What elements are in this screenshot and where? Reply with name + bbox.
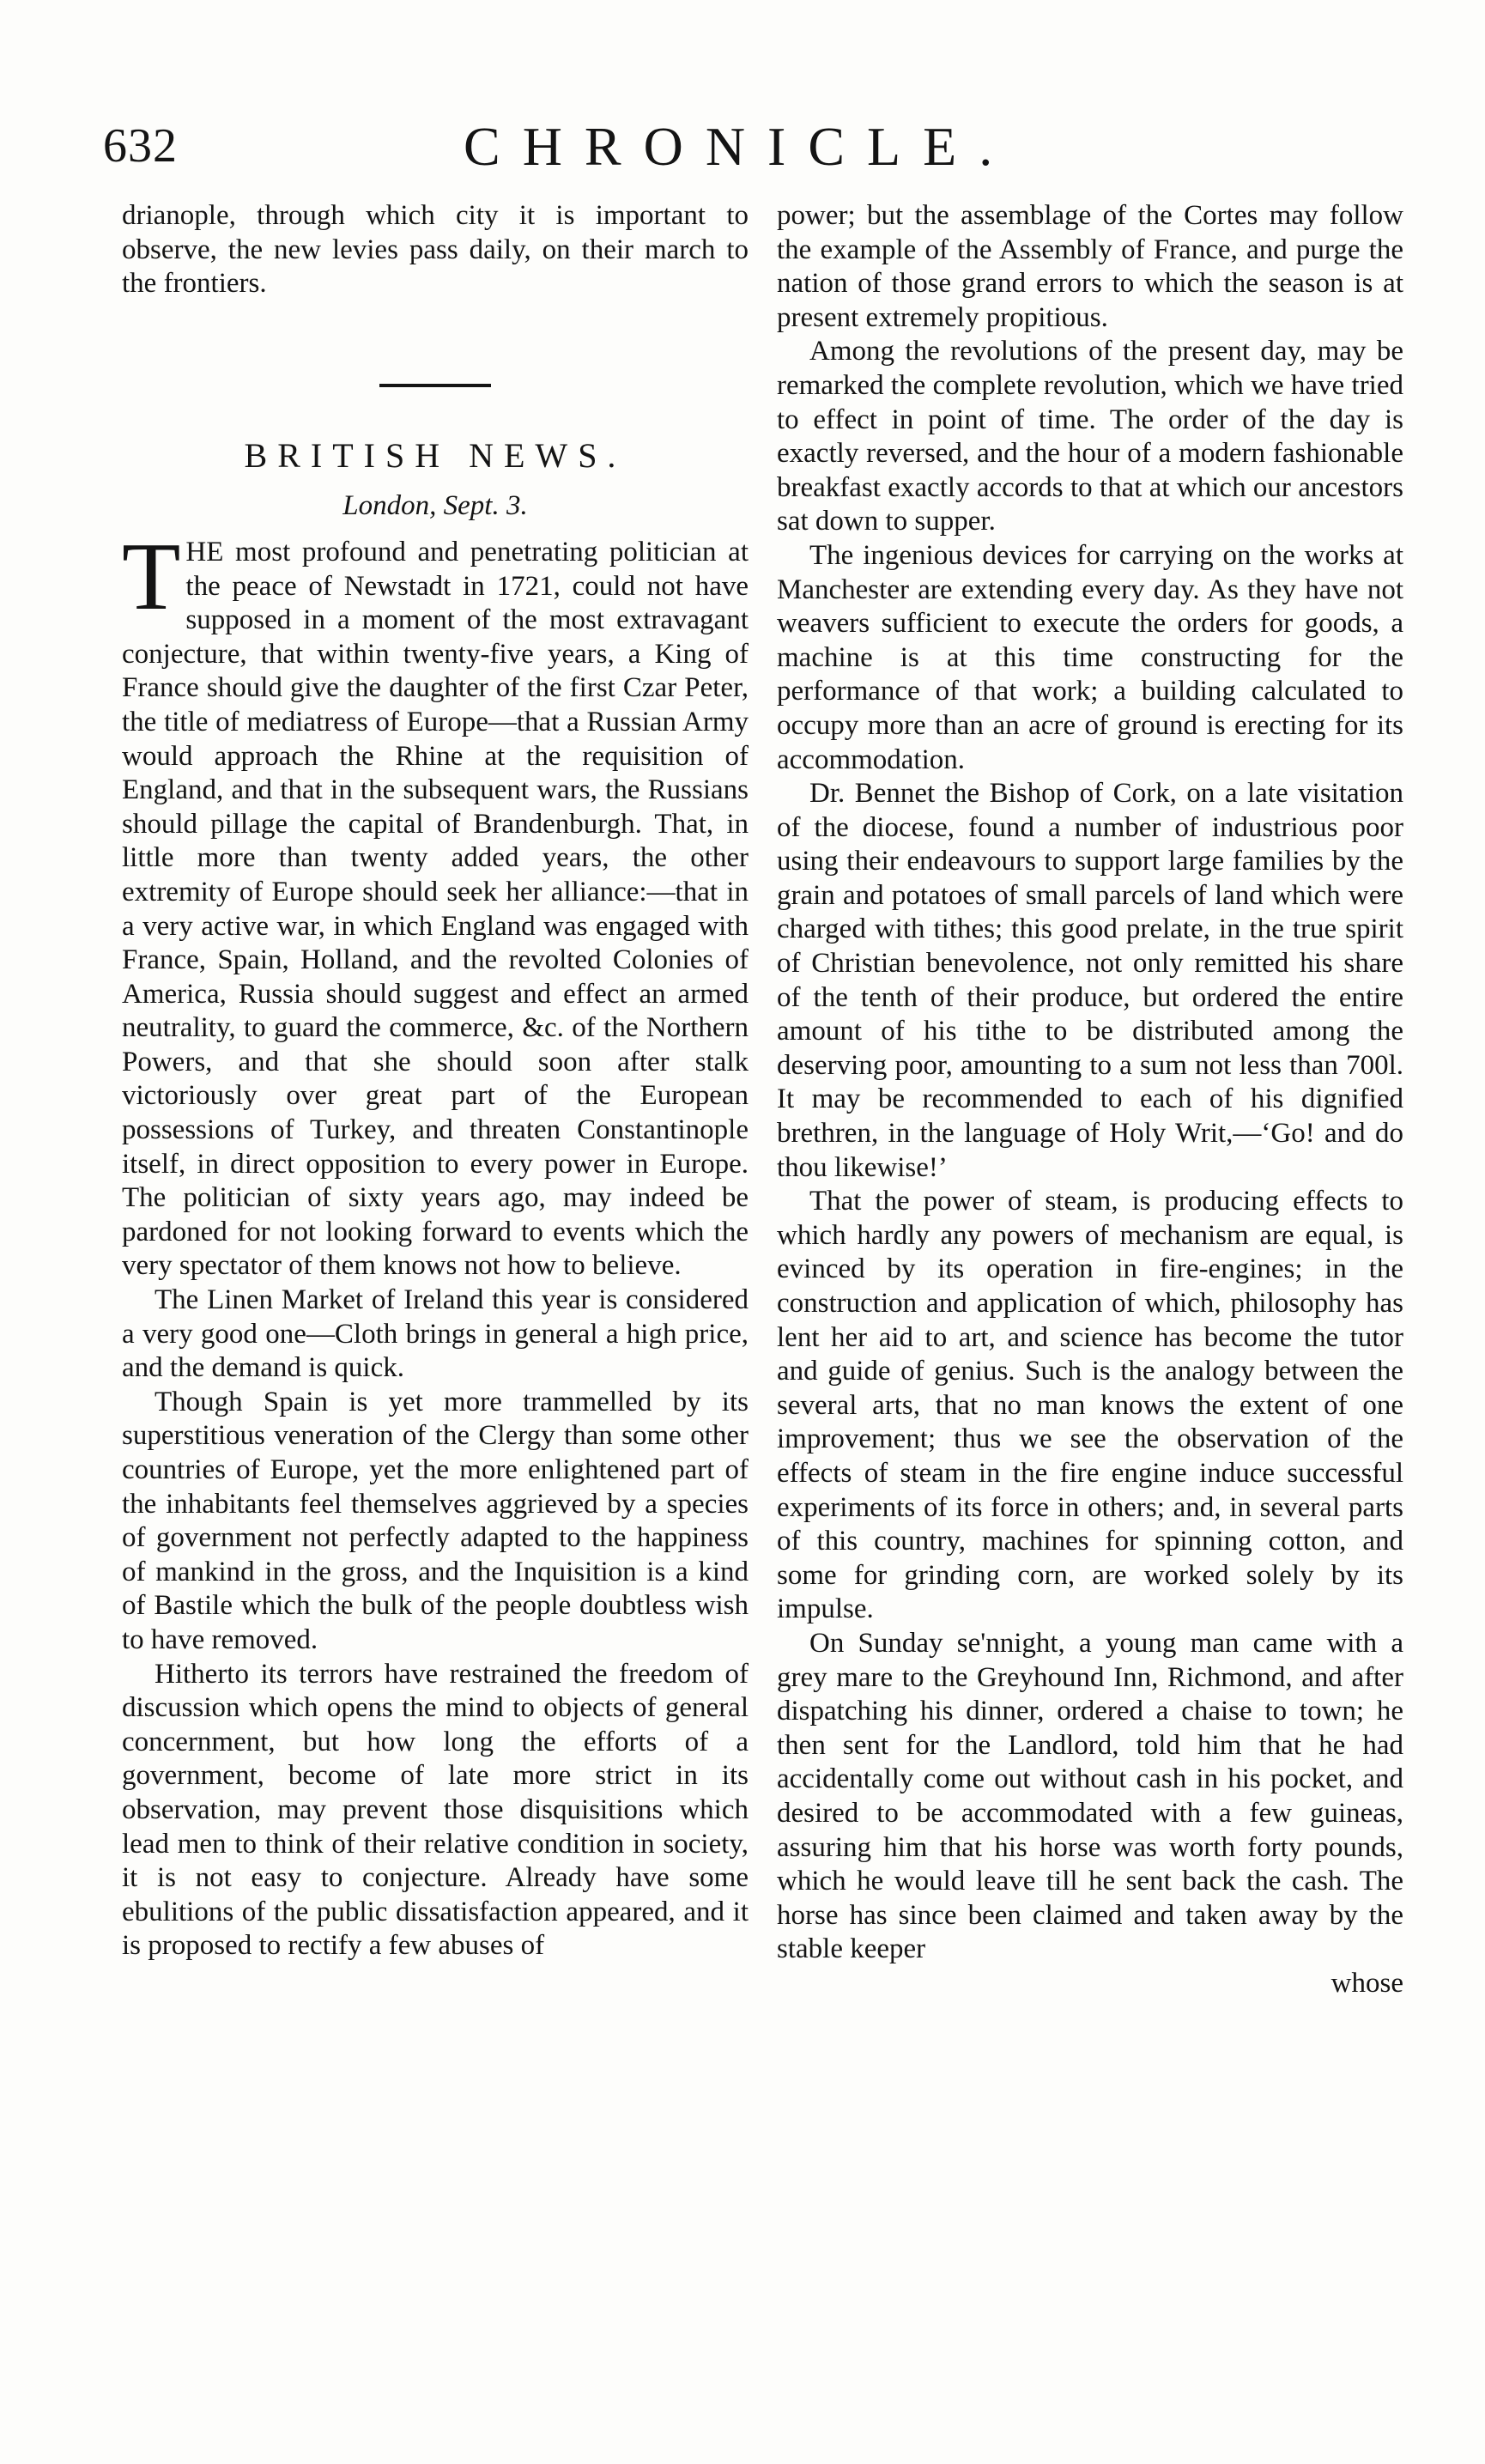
dateline: London, Sept. 3. — [342, 490, 528, 522]
article-paragraph: The ingenious devices for carrying on the works at Manchester are extending every day. As they have not weavers sufficient to execute the orders for goods, a machine is at this time constructing for the performance of that work; a building calculated to occupy more than an acre of ground is erecting for its accommodation. — [777, 539, 1403, 775]
section-divider — [379, 384, 491, 387]
continued-paragraph: power; but the assemblage of the Cortes may follow the example of the Assembly of France, and purge the nation of those grand errors to which the season is at present extremely propitious. — [777, 200, 1403, 333]
page-header — [103, 110, 1416, 192]
article-paragraph: Among the revolutions of the present day, may be remarked the complete revolution, which we have tried to effect in point of time. The order of the day is exactly reversed, and the hour of a modern fashionable breakfast exactly accords to that at which our ancestors sat down to supper. — [777, 336, 1403, 537]
article-paragraph: Dr. Bennet the Bishop of Cork, on a late visitation of the diocese, found a number of industrious poor using their endeavours to support large families by the grain and potatoes of small parcels of land which were charged with tithes; this good prelate, in the true spirit of Christian benevolence, not only remitted his share of the tenth of their produce, but ordered the entire amount of his tithe to be distributed among the deserving poor, amounting to a sum not less than 700l. It may be recommended to each of his dignified brethren, in the language of Holy Writ,—‘Go! and do thou likewise!’ — [777, 778, 1403, 1183]
article-paragraph: Though Spain is yet more trammelled by its superstitious veneration of the Clergy than some other countries of Europe, yet the more enlightened part of the inhabitants feel themselves aggrieved by a species of government not perfectly adapted to the happiness of mankind in the gross, and the Inquisition is a kind of Bastile which the bulk of the people doubtless wish to have removed. — [122, 1386, 749, 1655]
article-paragraph: On Sunday se'nnight, a young man came with a grey mare to the Greyhound Inn, Richmond, and after dispatching his dinner, ordered a chaise to town; he then sent for the Landlord, told him that he had accidentally come out without cash in his pocket, and desired to be accommodated with a few guineas, assuring him that his horse was worth forty pounds, which he would leave till he sent back the cash. The horse has since been claimed and taken away by the stable keeper — [777, 1627, 1403, 1965]
left-column — [122, 199, 749, 1963]
lead-paragraph — [122, 523, 749, 1284]
section-title: BRITISH NEWS. — [244, 435, 627, 475]
right-column — [777, 199, 1403, 2000]
article-paragraph: That the power of steam, is producing effects to which hardly any powers of mechanism are equal, is evinced by its operation in fire-engines; in the construction and application of which, philosophy has lent her aid to art, and science has become the tutor and guide of genius. Such is the analogy between the several arts, that no man knows the extent of one improvement; thus we see the observation of the effects of steam in the fire engine induce successful experiments of its force in others; and, in several parts of this country, machines for spinning cotton, and some for grinding corn, are worked solely by its impulse. — [777, 1186, 1403, 1625]
drop-cap: T — [122, 523, 181, 630]
catchword: whose — [1330, 1967, 1403, 1999]
running-title: CHRONICLE. — [464, 116, 1015, 177]
lead-paragraph-text: HE most profound and penetrating politician at the peace of Newstadt in 1721, could not have supposed in a moment of the most extravagant conjecture, that within twenty-five years, a King of France should give the daughter of the first Czar Peter, the title of mediatress of Europe—that a Russian Army would approach the Rhine at the requisition of England, and that in the subsequent wars, the Russians should pillage the capital of Brandenburgh. That, in little more than twenty added years, the other extremity of Europe should seek her alliance:—that in a very active war, in which England was engaged with France, Spain, Holland, and the revolted Colonies of America, Russia should suggest and effect an armed neutrality, to guard the commerce, &c. of the Northern Powers, and that she should soon after stalk victoriously over great part of the European possessions of Turkey, and threaten Constantinople itself, in direct opposition to every power in Europe. The politician of sixty years ago, may indeed be pardoned for not looking forward to events which the very spectator of them knows not how to believe. — [122, 536, 749, 1282]
page-number: 632 — [103, 119, 178, 173]
continued-paragraph: drianople, through which city it is important to observe, the new levies pass daily, on their march to the frontiers. — [122, 200, 749, 300]
article-paragraph: Hitherto its terrors have restrained the freedom of discussion which opens the mind to objects of general concernment, but how long the efforts of a government, become of late more strict in its observation, may prevent those disquisitions which lead men to think of their relative condition in society, it is not easy to conjecture. Already have some ebulitions of the public dissatisfaction appeared, and it is proposed to rectify a few abuses of — [122, 1658, 749, 1962]
article-paragraph: The Linen Market of Ireland this year is considered a very good one—Cloth brings in general a high price, and the demand is quick. — [122, 1284, 749, 1384]
